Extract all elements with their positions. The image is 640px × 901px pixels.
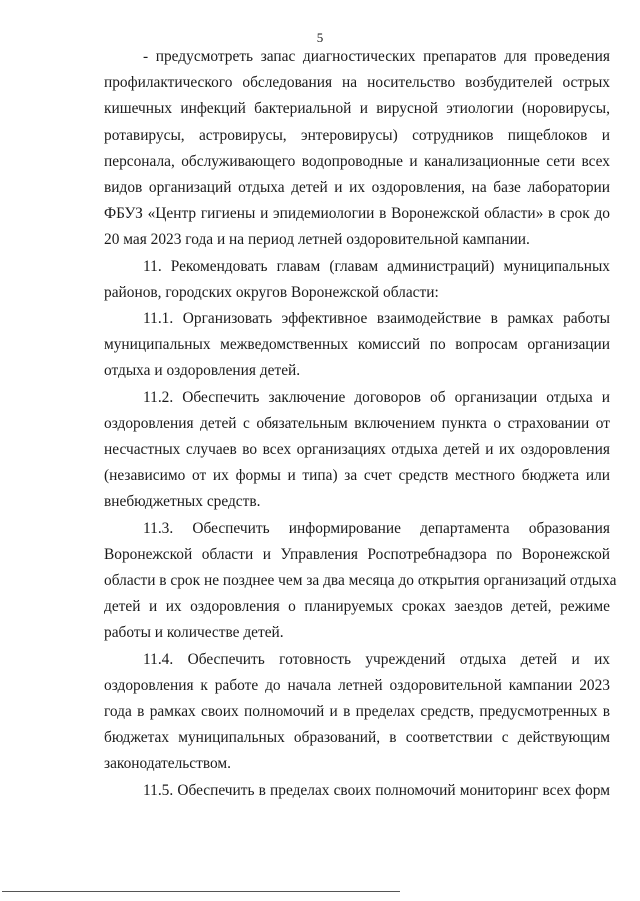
text-line: Воронежской области и Управления Роспотребнадзора по Воронежской xyxy=(104,545,610,563)
text-line: года в рамках своих полномочий и в пределах средств, предусмотренных в xyxy=(104,703,610,721)
text-line: - предусмотреть запас диагностических препаратов для проведения xyxy=(143,48,610,65)
text-line: 11.1. Организовать эффективное взаимодействие в рамках работы xyxy=(143,310,610,328)
text-line: профилактического обследования на носительство возбудителей острых xyxy=(104,74,610,92)
paragraph-bullet-diagnostic xyxy=(104,44,610,254)
document-body xyxy=(104,44,617,804)
text-line: ротавирусы, астровирусы, энтеровирусы) сотрудников пищеблоков и xyxy=(104,126,610,144)
paragraph-item-11-3 xyxy=(104,516,617,647)
text-line: 11.3. Обеспечить информирование департамента образования xyxy=(143,519,610,537)
text-line: ФБУЗ «Центр гигиены и эпидемиологии в Воронежской области» в срок до xyxy=(104,205,610,223)
text-line: (независимо от их формы и типа) за счет средств местного бюджета или xyxy=(104,467,610,485)
page-number: 5 xyxy=(316,30,324,45)
paragraph-item-11 xyxy=(104,254,610,306)
text-line: бюджетах муниципальных образований, в соответствии с действующим xyxy=(104,729,610,747)
text-line: работы и количестве детей. xyxy=(104,624,284,642)
text-line: кишечных инфекций бактериальной и вирусной этиологии (норовирусы, xyxy=(104,100,610,118)
text-line: 11.2. Обеспечить заключение договоров об организации отдыха и xyxy=(143,388,610,406)
paragraph-item-11-4 xyxy=(104,647,610,778)
text-line: отдыха и оздоровления детей. xyxy=(104,362,301,380)
text-line: 11. Рекомендовать главам (главам администраций) муниципальных xyxy=(143,257,610,275)
text-line: 11.5. Обеспечить в пределах своих полномочий мониторинг всех форм xyxy=(143,781,610,799)
paragraph-item-11-5 xyxy=(104,778,610,804)
text-line: детей и их оздоровления о планируемых сроках заездов детей, режиме xyxy=(104,598,610,616)
paragraph-item-11-2 xyxy=(104,385,610,516)
text-line: оздоровления к работе до начала летней оздоровительной кампании 2023 xyxy=(104,676,610,694)
text-line: муниципальных межведомственных комиссий по вопросам организации xyxy=(104,336,610,354)
text-line: видов организаций отдыха детей и их оздоровления, на базе лаборатории xyxy=(104,179,610,197)
text-line: внебюджетных средств. xyxy=(104,493,261,511)
paragraph-item-11-1 xyxy=(104,306,610,385)
text-line: оздоровления детей с обязательным включением пункта о страховании от xyxy=(104,414,610,432)
text-line: законодательством. xyxy=(104,755,232,773)
text-line: несчастных случаев во всех организациях отдыха детей и их оздоровления xyxy=(104,441,610,459)
footer-rule xyxy=(2,891,400,892)
text-line: области в срок не позднее чем за два месяца до открытия организаций отдыха xyxy=(104,572,617,590)
text-line: районов, городских округов Воронежской области: xyxy=(104,283,439,301)
text-line: 11.4. Обеспечить готовность учреждений отдыха детей и их xyxy=(143,650,610,668)
text-line: персонала, обслуживающего водопроводные и канализационные сети всех xyxy=(104,152,610,170)
text-line: 20 мая 2023 года и на период летней оздоровительной кампании. xyxy=(104,231,530,249)
